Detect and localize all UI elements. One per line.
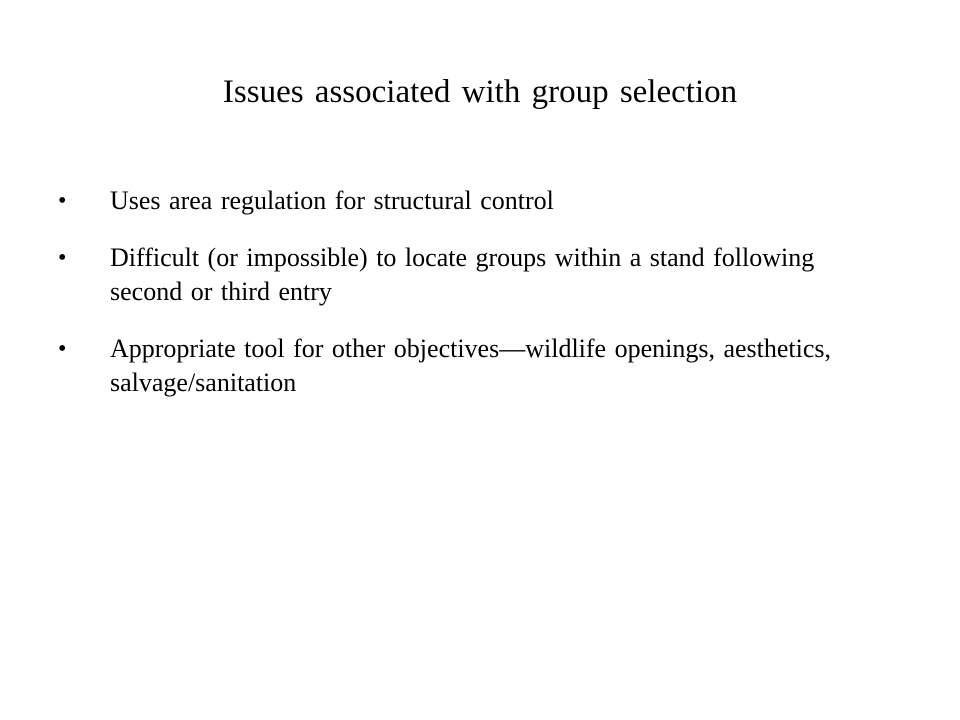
bullet-item-area-regulation (58, 184, 878, 218)
bullet-icon: • (58, 336, 67, 362)
bullet-text: Uses area regulation for structural control (110, 186, 554, 215)
bullet-item-locate-groups (58, 241, 878, 309)
slide-title: Issues associated with group selection (222, 74, 738, 110)
bullet-text: Appropriate tool for other objectives—wildlife openings, aesthetics, salvage/sanitation (110, 334, 832, 397)
bullet-icon: • (58, 188, 67, 214)
bullet-text: Difficult (or impossible) to locate groups within a stand following second or third entry (110, 243, 815, 306)
bullet-list (58, 184, 878, 400)
bullet-icon: • (58, 245, 67, 271)
bullet-item-other-objectives (58, 332, 878, 400)
